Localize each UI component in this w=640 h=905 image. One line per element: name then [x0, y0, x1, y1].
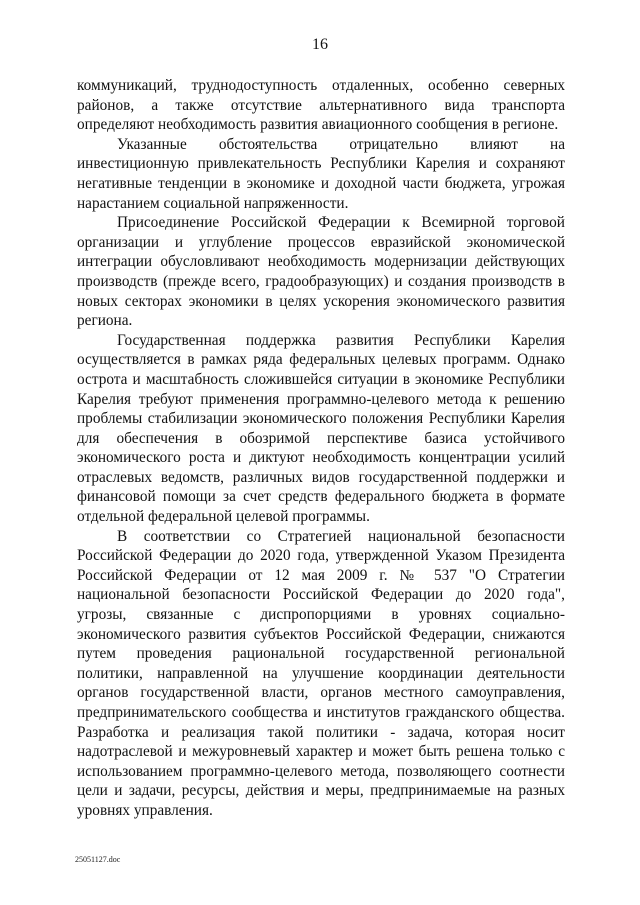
page-number: 16 [312, 36, 328, 53]
document-body [77, 76, 565, 821]
document-file-code: 25051127.doc [75, 855, 121, 864]
paragraph-wto-accession: Присоединение Российской Федерации к Всемирной торговой организации и углубление процессов евразийской экономической интеграции обусловливают необходимость модернизации действующих производств (прежде всего, градообразующих) и создания производств в новых секторах экономики в целях ускорения экономического развития региона. [77, 214, 565, 330]
paragraph-investment-attractiveness: Указанные обстоятельства отрицательно влияют на инвестиционную привлекательность Республики Карелия и сохраняют негативные тенденции в экономике и доходной части бюджета, угрожая нарастанием социальной напряженности. [77, 135, 565, 212]
paragraph-security-strategy: В соответствии со Стратегией национальной безопасности Российской Федерации до 2020 года, утвержденной Указом Президента Российской Федерации от 12 мая 2009 г. № 537 "О Стратегии национальной безопасности Российской Федерации до 2020 года", угрозы, связанные с диспропорциями в уровнях социально-экономического развития субъектов Российской Федерации, снижаются путем проведения рациональной государственной региональной политики, направленной на улучшение координации деятельности органов государственной власти, органов местного самоуправления, предпринимательского сообщества и институтов гражданского общества. Разработка и реализация такой политики - задача, которая носит надотраслевой и межуровневый характер и может быть решена только с использованием программно-целевого метода, позволяющего соотнести цели и задачи, ресурсы, действия и меры, предпринимаемые на разных уровнях управления. [77, 527, 565, 819]
paragraph-continuation: коммуникаций, труднодоступность отдаленных, особенно северных районов, а также отсутствие альтернативного вида транспорта определяют необходимость развития авиационного сообщения в регионе. [77, 77, 565, 134]
paragraph-state-support: Государственная поддержка развития Республики Карелия осуществляется в рамках ряда федеральных целевых программ. Однако острота и масштабность сложившейся ситуации в экономике Республики Карелия требуют применения программно-целевого метода к решению проблемы стабилизации экономического положения Республики Карелия для обеспечения в обозримой перспективе базиса устойчивого экономического роста и диктуют необходимость концентрации усилий отраслевых ведомств, различных видов государственной поддержки и финансовой помощи за счет средств федерального бюджета в формате отдельной федеральной целевой программы. [77, 331, 565, 526]
